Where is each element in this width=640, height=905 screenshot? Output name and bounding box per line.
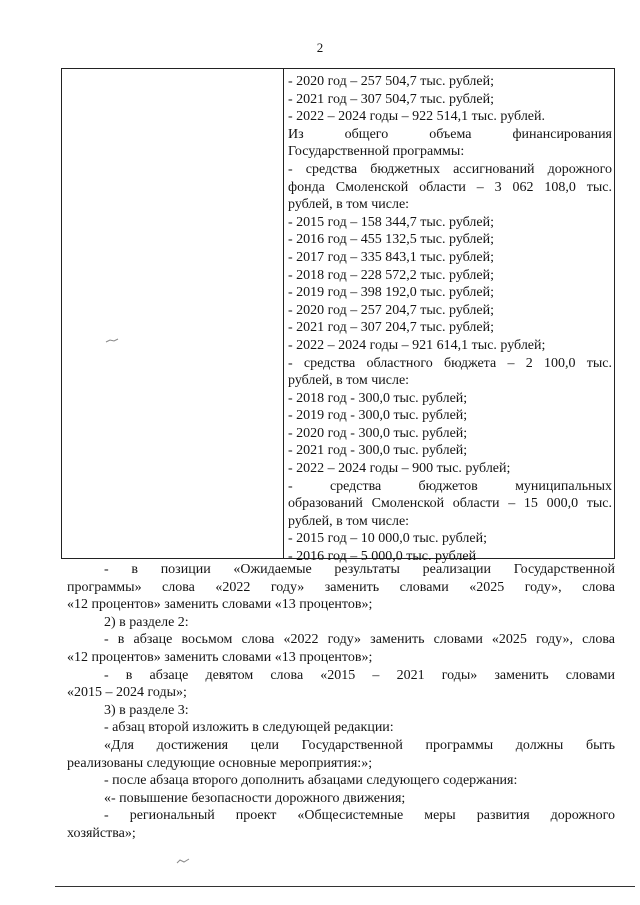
cell-line: - 2021 год – 307 504,7 тыс. рублей;	[288, 91, 495, 107]
paragraph-line: «Для достижения цели Государственной программы должны быть	[104, 737, 615, 753]
cell-line: рублей, в том числе:	[288, 197, 410, 213]
paragraph-line: «12 процентов» заменить словами «13 процентов»;	[67, 649, 373, 665]
table-column-divider	[283, 69, 284, 558]
cell-line: - 2016 год – 5 000,0 тыс. рублей	[288, 549, 477, 565]
cell-line: - 2017 год – 335 843,1 тыс. рублей;	[288, 249, 495, 265]
financing-table	[61, 68, 615, 565]
cell-line: - средства бюджетных ассигнований дорожного	[288, 161, 612, 177]
paragraph-line: «2015 – 2024 годы»;	[67, 685, 187, 701]
page-number: 2	[316, 40, 324, 55]
cell-line: фонда Смоленской области – 3 062 108,0 тыс.	[288, 179, 612, 195]
scan-speck-mark	[105, 336, 119, 347]
cell-line: - 2019 год – 398 192,0 тыс. рублей;	[288, 285, 495, 301]
cell-line: - средства областного бюджета – 2 100,0 тыс.	[288, 355, 612, 371]
cell-line: - 2021 год – 307 204,7 тыс. рублей;	[288, 320, 495, 336]
cell-line: - 2015 год – 10 000,0 тыс. рублей;	[288, 531, 488, 547]
paragraph-line: - в позиции «Ожидаемые результаты реализации Государственной	[104, 562, 615, 577]
paragraph-line: - в абзаце восьмом слова «2022 году» заменить словами «2025 году», слова	[104, 632, 615, 648]
paragraph-line: - абзац второй изложить в следующей редакции:	[104, 720, 394, 736]
cell-line: рублей, в том числе:	[288, 373, 410, 389]
cell-line: - 2015 год – 158 344,7 тыс. рублей;	[288, 214, 495, 230]
cell-line: - 2018 год – 228 572,2 тыс. рублей;	[288, 267, 495, 283]
cell-line: образований Смоленской области – 15 000,0 тыс.	[288, 496, 612, 512]
paragraph-line: «- повышение безопасности дорожного движения;	[104, 790, 406, 806]
paragraph-line: - после абзаца второго дополнить абзацами следующего содержания:	[104, 773, 518, 789]
cell-line: рублей, в том числе:	[288, 513, 410, 529]
paragraph-line: хозяйства»;	[67, 825, 136, 841]
paragraph-line: - в абзаце девятом слова «2015 – 2021 годы» заменить словами	[104, 667, 615, 683]
section-heading: 3) в разделе 3:	[104, 702, 189, 718]
scan-speck-mark	[176, 856, 190, 867]
amendments-text	[67, 561, 615, 843]
paragraph-line: программы» слова «2022 году» заменить словами «2025 году», слова	[67, 579, 615, 595]
cell-line: - 2022 – 2024 годы – 900 тыс. рублей;	[288, 461, 511, 477]
cell-line: - 2020 год - 300,0 тыс. рублей;	[288, 425, 468, 441]
paragraph-line: - региональный проект «Общесистемные меры развития дорожного	[104, 808, 615, 824]
paragraph-line: «12 процентов» заменить словами «13 процентов»;	[67, 597, 373, 613]
cell-line: Из общего объема финансирования	[288, 126, 612, 142]
section-heading: 2) в разделе 2:	[104, 614, 189, 630]
cell-line: - средства бюджетов муниципальных	[288, 478, 612, 494]
cell-line: Государственной программы:	[288, 144, 465, 160]
cell-line: - 2016 год – 455 132,5 тыс. рублей;	[288, 232, 495, 248]
cell-line: - 2019 год - 300,0 тыс. рублей;	[288, 408, 468, 424]
cell-line: - 2022 – 2024 годы – 922 514,1 тыс. рублей.	[288, 109, 546, 125]
cell-line: - 2022 – 2024 годы – 921 614,1 тыс. рублей;	[288, 337, 546, 353]
page-bottom-rule	[55, 886, 635, 887]
cell-line: - 2020 год – 257 504,7 тыс. рублей;	[288, 74, 495, 89]
table-right-cell	[288, 73, 612, 566]
cell-line: - 2021 год - 300,0 тыс. рублей;	[288, 443, 468, 459]
paragraph-line: реализованы следующие основные мероприятия:»;	[67, 755, 373, 771]
cell-line: - 2018 год - 300,0 тыс. рублей;	[288, 390, 468, 406]
cell-line: - 2020 год – 257 204,7 тыс. рублей;	[288, 302, 495, 318]
